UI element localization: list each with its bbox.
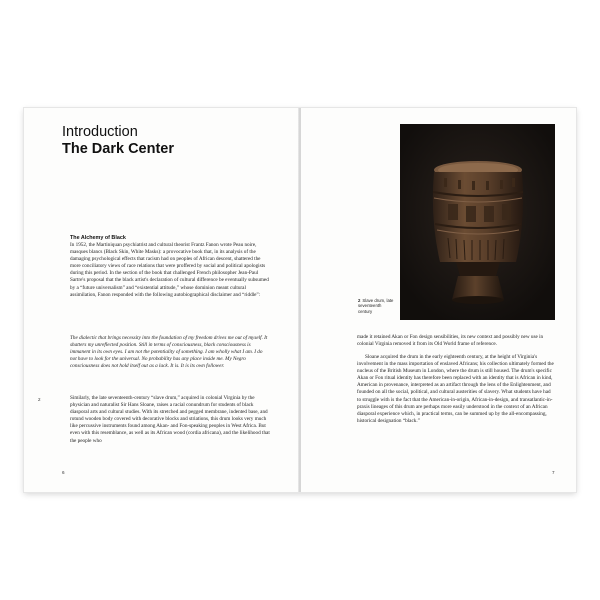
block-quote: The dialectic that brings necessity into the foundation of my freedom drives me out of myself. It shatters my unreflected position. Still in terms of consciousness, black consciousness is immanent in its own eyes. I am not the potentiality of something. I am wholly what I am. I do not have to look for the universal. No probability has any place inside me. My Negro consciousness does not hold itself out as a lack. It is. It is its own follower. xyxy=(70,335,268,370)
body-paragraph: Sloane acquired the drum in the early eighteenth century, at the height of Virginia's involvement in the mass importation of enslaved Africans; his collection ultimately formed the nucleus of the British Museum in London, where the drum is still housed. The drum's specific Akan or Fon ritual identity has therefore been replaced with an identity that is African in kind, American in provenance, interpreted as an artifact through the lens of the Enlightenment, and founded on all the social, political, and cultural austerities of slavery. What students have had to struggle with is the fact that the American-in-origin, African-in-design, and transatlantic-in-praxis lineages of this drum are perhaps more easily understood in the context of an African diasporal experience which, in practical terms, can be summed up by the all-encompassing, historical designation “black.” xyxy=(357,354,554,424)
figure-reference-number: 2 xyxy=(38,397,41,402)
body-paragraph: made it retained Akan or Fon design sensibilities, its new context and possibly new use in colonial Virginia removed it from its Old World frame of reference. xyxy=(357,334,544,348)
caption-text: Slave drum, late seventeenth century xyxy=(358,298,394,314)
chapter-title: The Dark Center xyxy=(62,141,175,157)
right-page xyxy=(301,108,576,492)
figure-caption xyxy=(358,298,394,314)
slave-drum-image xyxy=(400,124,555,320)
left-page xyxy=(24,108,300,492)
section-heading: The Alchemy of Black xyxy=(70,235,126,241)
chapter-label: Introduction xyxy=(62,124,138,140)
page-number: 7 xyxy=(552,470,555,475)
book-spread xyxy=(24,108,576,492)
drum-photograph xyxy=(400,124,555,320)
caption-number: 2 xyxy=(358,298,361,303)
body-paragraph: In 1952, the Martiniquan psychiatrist and cultural theorist Frantz Fanon wrote Peau noire, masques blancs (Black Skin, White Masks): a provocative book that, in its analysis of the damaging psychological effects that racism had on peoples of African descent, shattered the more conciliatory views of race relations that were proffered by social and political apologists during this period. In the section of the book that challenged French philosopher Jean-Paul Sartre's proposal that the black artist's declaration of cultural difference be eventually subsumed by a “future universalism” and “existential attitude,” whose dominion meant cultural assimilation, Fanon responded with the following autobiographical disclaimer and “riddle”: xyxy=(70,242,269,298)
body-paragraph: Similarly, the late seventeenth-century “slave drum,” acquired in colonial Virginia by the physician and naturalist Sir Hans Sloane, raises a racial conundrum for students of black diasporal arts and cultural studies. With its stretched and pegged membrane, indented base, and rotund wooden body covered with decorative blocks and striations, this drum looks very much like percussive instruments found among Akan- and Fon-speaking peoples in West Africa. But even with this resemblance, as well as its African wood (cordia africana), and the likelihood that the people who xyxy=(70,395,270,444)
page-number: 6 xyxy=(62,470,65,475)
